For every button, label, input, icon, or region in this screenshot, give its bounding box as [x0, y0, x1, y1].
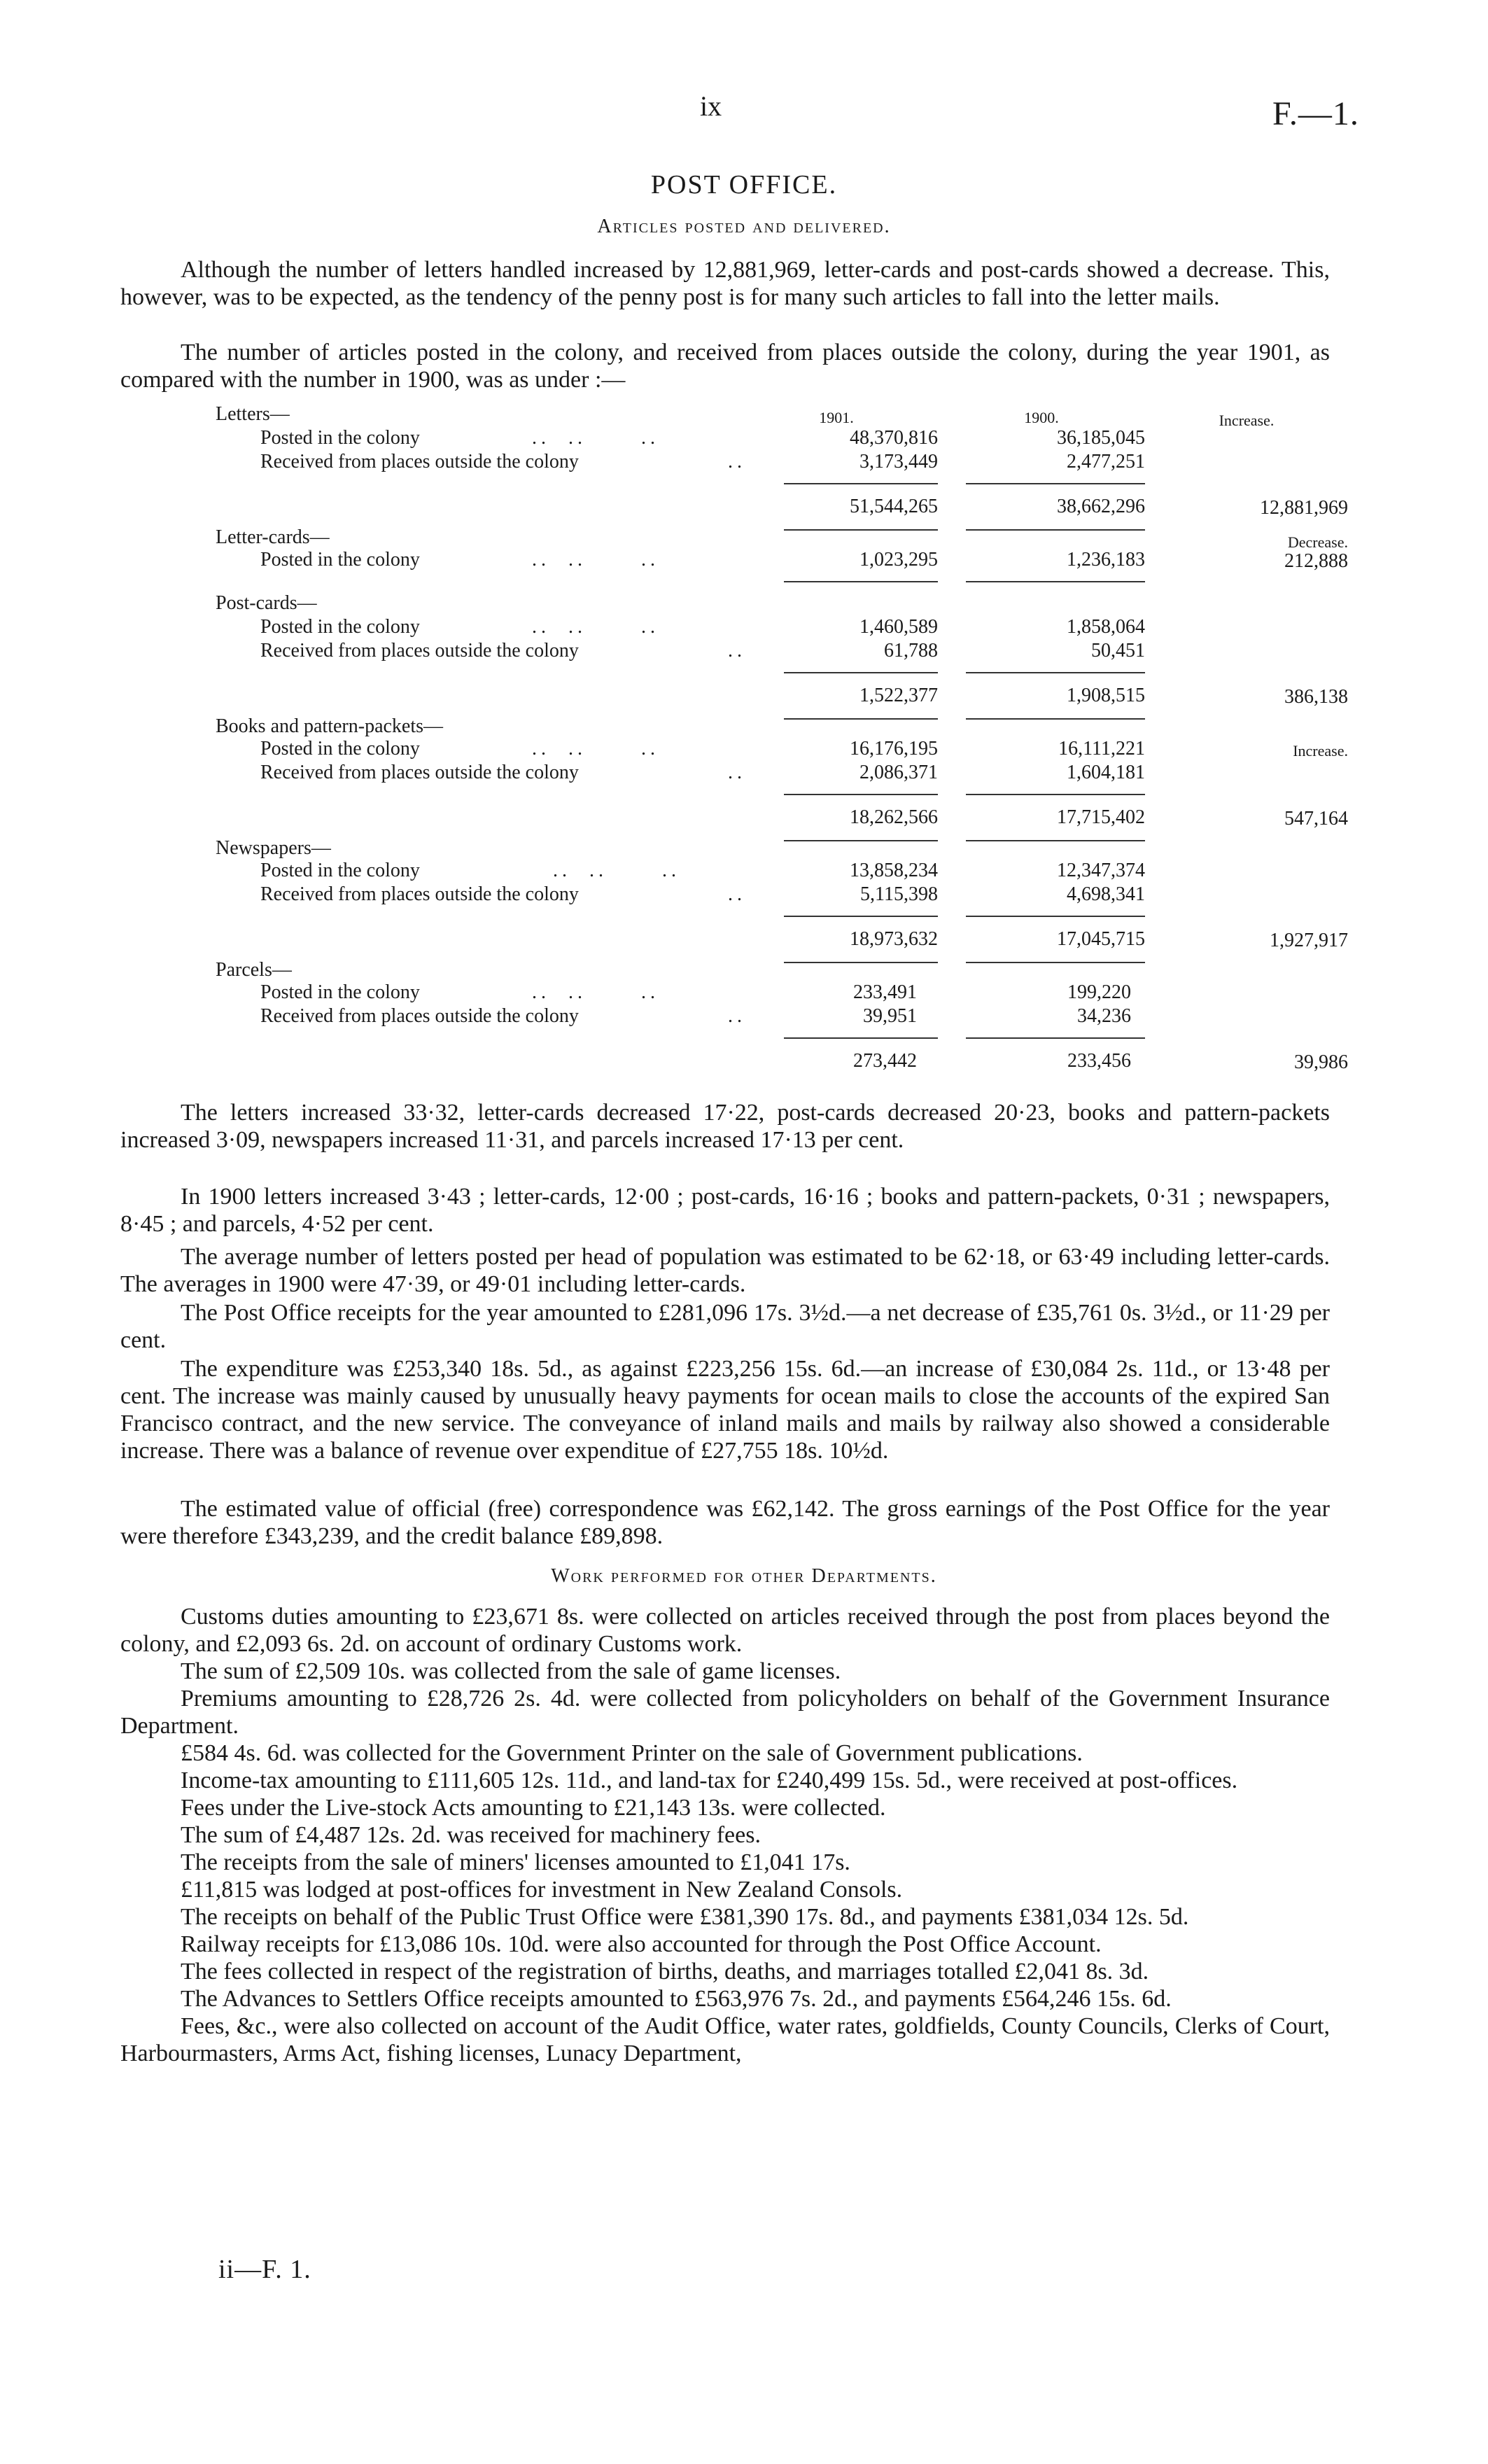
footer-signature: ii—F. 1.	[218, 2255, 311, 2284]
value-1901: 1,023,295	[859, 549, 938, 570]
value-1900: 199,220	[1067, 981, 1131, 1003]
value-1901: 1,460,589	[859, 616, 938, 638]
change-value: 1,927,917	[1270, 930, 1348, 951]
rule	[966, 718, 1145, 720]
rule	[966, 581, 1145, 582]
value-1901: 39,951	[863, 1005, 917, 1027]
analysis-paragraph: The letters increased 33·32, letter-cards decreased 17·22, post-cards decreased 20·23, books and pattern-packets increased 3·09, newspapers increased 11·31, and parcels increased 17·13 per cent.	[120, 1100, 1330, 1153]
change-value: 12,881,969	[1260, 497, 1348, 519]
group-name: Letters—	[216, 403, 290, 425]
department-item: The receipts on behalf of the Public Trust Office were £381,390 17s. 8d., and payments £381,034 12s. 5d.	[181, 1904, 1189, 1930]
articles-table: 1901. 1900. Increase. Letters— Posted in the colony .. .. .. 48,370,816 36,185,045 Received from places outside the colony .. 3,173,449 2,477,251 51,544,265 38,662,296 12,881,969 Letter-cards— Decrease. Posted in the colony .. .. .. 1,023,295 1,236,183 212,888 Post-cards— Posted in the colony .. .. .. 1,460,589 1,858,064 Received from places outside the colony .. 61,788 50,451 1,522,377 1,908,515 386,138 Books and pattern-packets— Posted in the colony .. .. .. 16,176,195 16,111,221 Increase. Received from places outside the colony .. 2,086,371 1,604,181 18,262,566 17,715,402 547,164 Newspapers— Posted in the colony .. .. .. 13,858,234 12,347,374 Received from places outside the colony .. 5,115,398 4,698,341 18,973,632 17,045,715 1,927,917 Parcels— Posted in the colony .. .. .. 233,491 199,220 Received from places outside the colony .. 39,951 34,236 273,442 233,456 39,986	[216, 403, 1348, 1073]
total-1901: 273,442	[853, 1050, 917, 1072]
row-label: Received from places outside the colony	[260, 883, 579, 905]
value-1900: 1,236,183	[1067, 549, 1145, 570]
department-item: Fees, &c., were also collected on account of the Audit Office, water rates, goldfields, County Councils, Clerks of Court, Harbourmasters, Arms Act, fishing licenses, Lunacy Department,	[120, 2013, 1330, 2066]
department-item: £11,815 was lodged at post-offices for investment in New Zealand Consols.	[181, 1877, 903, 1903]
value-1900: 34,236	[1077, 1005, 1131, 1027]
group-name: Parcels—	[216, 959, 292, 981]
rule	[784, 1037, 938, 1039]
analysis-paragraph: In 1900 letters increased 3·43 ; letter-cards, 12·00 ; post-cards, 16·16 ; books and pattern-packets, 0·31 ; newspapers, 8·45 ; and parcels, 4·52 per cent.	[120, 1184, 1330, 1237]
rule	[966, 794, 1145, 795]
value-1901: 3,173,449	[859, 451, 938, 472]
department-item: The sum of £2,509 10s. was collected from the sale of game licenses.	[181, 1658, 841, 1684]
row-label: Posted in the colony	[260, 616, 420, 638]
department-item: The sum of £4,487 12s. 2d. was received for machinery fees.	[181, 1822, 761, 1848]
col-header-1900: 1900.	[1024, 409, 1059, 426]
rule	[784, 916, 938, 917]
change-value: 547,164	[1284, 808, 1348, 830]
col-header-1901: 1901.	[819, 409, 854, 426]
total-1901: 18,262,566	[850, 806, 938, 828]
total-1901: 18,973,632	[850, 928, 938, 950]
value-1900: 36,185,045	[1057, 427, 1145, 449]
rule	[784, 483, 938, 484]
row-label: Posted in the colony	[260, 427, 420, 449]
analysis-paragraph: The expenditure was £253,340 18s. 5d., as against £223,256 15s. 6d.—an increase of £30,084 2s. 11d., or 13·48 per cent. The increase was mainly caused by unusually heavy payments for ocean mails to close the accounts of the expired San Francisco contract, and the new service. The conveyance of inland mails and mails by railway also showed a considerable increase. There was a balance of revenue over expenditue of £27,755 18s. 10½d.	[120, 1356, 1330, 1464]
other-departments-list	[120, 1603, 1330, 2067]
department-item: The receipts from the sale of miners' licenses amounted to £1,041 17s.	[181, 1849, 850, 1875]
value-1900: 1,604,181	[1067, 762, 1145, 783]
value-1901: 2,086,371	[859, 762, 938, 783]
rule	[966, 529, 1145, 531]
intro-paragraph: Although the number of letters handled increased by 12,881,969, letter-cards and post-cards showed a decrease. This, however, was to be expected, as the tendency of the penny post is for many such articles to fall into the letter mails.	[120, 257, 1330, 310]
increase-label: Increase.	[1293, 742, 1348, 760]
rule	[966, 962, 1145, 963]
rule	[784, 672, 938, 673]
document-reference: F.—1.	[1272, 95, 1359, 132]
rule	[966, 1037, 1145, 1039]
department-item: The fees collected in respect of the registration of births, deaths, and marriages totalled £2,041 8s. 3d.	[181, 1959, 1149, 1984]
value-1900: 50,451	[1091, 640, 1145, 662]
col-header-increase: Increase.	[1219, 412, 1275, 429]
department-item: Income-tax amounting to £111,605 12s. 11d., and land-tax for £240,499 15s. 5d., were received at post-offices.	[181, 1768, 1238, 1793]
value-1900: 4,698,341	[1067, 883, 1145, 905]
intro-paragraph: The number of articles posted in the colony, and received from places outside the colony, during the year 1901, as compared with the number in 1900, was as under :—	[120, 340, 1330, 393]
total-1901: 1,522,377	[859, 685, 938, 706]
row-label: Received from places outside the colony	[260, 1005, 579, 1027]
department-item: Premiums amounting to £28,726 2s. 4d. were collected from policyholders on behalf of the Government Insurance Department.	[120, 1686, 1330, 1739]
analysis-paragraph: The average number of letters posted per head of population was estimated to be 62·18, or 63·49 including letter-cards. The averages in 1900 were 47·39, or 49·01 including letter-cards.	[120, 1244, 1330, 1297]
value-1900: 12,347,374	[1057, 860, 1145, 881]
value-1901: 5,115,398	[860, 883, 938, 905]
rule	[784, 718, 938, 720]
group-name: Post-cards—	[216, 592, 317, 614]
change-value: 386,138	[1284, 686, 1348, 708]
total-1900: 17,045,715	[1057, 928, 1145, 950]
department-item: Railway receipts for £13,086 10s. 10d. were also accounted for through the Post Office Account.	[181, 1931, 1102, 1957]
group-name: Letter-cards—	[216, 526, 330, 548]
row-label: Received from places outside the colony	[260, 451, 579, 472]
section-heading-other-departments: Work performed for other Departments.	[551, 1565, 937, 1587]
page-number: ix	[700, 90, 722, 122]
decrease-label: Decrease.	[1287, 533, 1348, 551]
value-1901: 48,370,816	[850, 427, 938, 449]
department-item: Fees under the Live-stock Acts amounting to £21,143 13s. were collected.	[181, 1795, 886, 1821]
row-label: Posted in the colony	[260, 549, 420, 570]
rule	[966, 840, 1145, 841]
page-title: POST OFFICE.	[650, 170, 838, 200]
row-label: Posted in the colony	[260, 860, 420, 881]
rule	[966, 916, 1145, 917]
row-label: Received from places outside the colony	[260, 762, 579, 783]
rule	[784, 962, 938, 963]
rule	[966, 672, 1145, 673]
value-1901: 13,858,234	[850, 860, 938, 881]
row-label: Received from places outside the colony	[260, 640, 579, 662]
total-1901: 51,544,265	[850, 496, 938, 517]
value-1900: 2,477,251	[1067, 451, 1145, 472]
total-1900: 1,908,515	[1067, 685, 1145, 706]
department-item: £584 4s. 6d. was collected for the Government Printer on the sale of Government publications.	[181, 1740, 1083, 1766]
group-name: Newspapers—	[216, 837, 331, 859]
row-label: Posted in the colony	[260, 738, 420, 760]
total-1900: 17,715,402	[1057, 806, 1145, 828]
rule	[784, 529, 938, 531]
value-1901: 61,788	[884, 640, 938, 662]
value-1900: 1,858,064	[1067, 616, 1145, 638]
value-1901: 16,176,195	[850, 738, 938, 760]
rule	[966, 483, 1145, 484]
value-1900: 16,111,221	[1058, 738, 1145, 760]
change-value: 39,986	[1294, 1051, 1348, 1073]
group-name: Books and pattern-packets—	[216, 715, 444, 737]
rule	[784, 794, 938, 795]
value-1901: 233,491	[853, 981, 917, 1003]
analysis-paragraph: The estimated value of official (free) correspondence was £62,142. The gross earnings of the Post Office for the year were therefore £343,239, and the credit balance £89,898.	[120, 1496, 1330, 1549]
section-heading-articles: Articles posted and delivered.	[597, 216, 891, 237]
change-value: 212,888	[1284, 550, 1348, 572]
total-1900: 38,662,296	[1057, 496, 1145, 517]
total-1900: 233,456	[1067, 1050, 1131, 1072]
row-label: Posted in the colony	[260, 981, 420, 1003]
department-item: Customs duties amounting to £23,671 8s. were collected on articles received through the post from places beyond the colony, and £2,093 6s. 2d. on account of ordinary Customs work.	[120, 1604, 1330, 1657]
analysis-paragraph: The Post Office receipts for the year amounted to £281,096 17s. 3½d.—a net decrease of £35,761 0s. 3½d., or 11·29 per cent.	[120, 1300, 1330, 1353]
department-item: The Advances to Settlers Office receipts amounted to £563,976 7s. 2d., and payments £564,246 15s. 6d.	[181, 1986, 1172, 2012]
rule	[784, 840, 938, 841]
rule	[784, 581, 938, 582]
